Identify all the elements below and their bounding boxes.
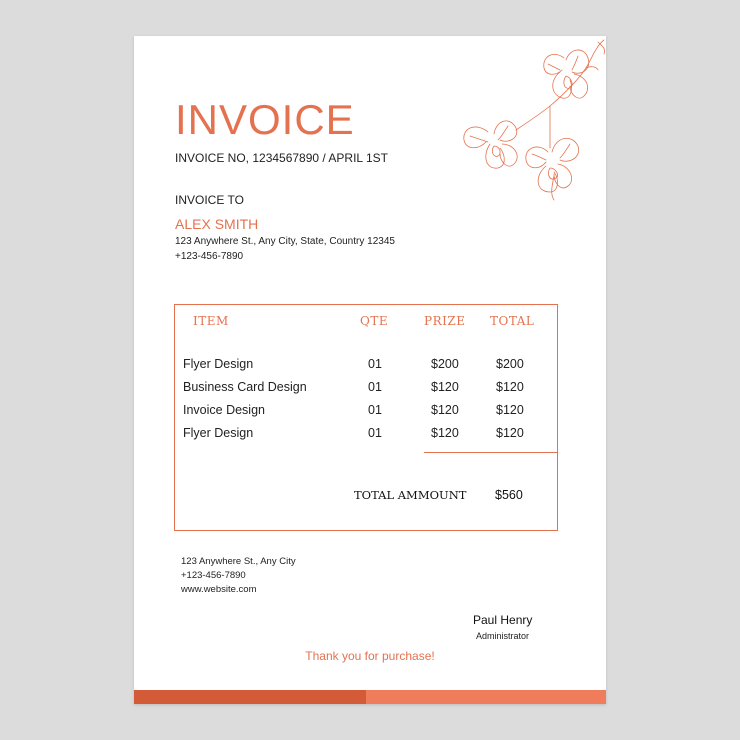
row-qte: 01 (368, 380, 382, 394)
row-qte: 01 (368, 426, 382, 440)
table-row (175, 426, 559, 444)
orchid-flower-icon (446, 36, 606, 206)
header-prize: PRIZE (424, 314, 466, 328)
table-row (175, 403, 559, 421)
client-address: 123 Anywhere St., Any City, State, Country 12345 (175, 236, 395, 247)
total-amount-value: $560 (495, 488, 523, 502)
total-divider (424, 452, 558, 453)
footer-address: 123 Anywhere St., Any City (181, 556, 296, 567)
row-item: Business Card Design (183, 380, 307, 394)
header-total: TOTAL (490, 314, 535, 328)
row-total: $200 (496, 357, 524, 371)
invoice-table (174, 304, 558, 531)
thank-you-note: Thank you for purchase! (305, 649, 435, 663)
table-row (175, 357, 559, 375)
footer-phone: +123-456-7890 (181, 570, 246, 581)
total-amount-label: TOTAL AMMOUNT (354, 488, 467, 502)
row-qte: 01 (368, 357, 382, 371)
client-phone: +123-456-7890 (175, 251, 244, 262)
client-name: ALEX SMITH (175, 216, 259, 232)
row-item: Invoice Design (183, 403, 265, 417)
row-total: $120 (496, 426, 524, 440)
row-item: Flyer Design (183, 357, 254, 371)
row-item: Flyer Design (183, 426, 254, 440)
row-prize: $120 (431, 426, 459, 440)
footer-bar-right (366, 690, 606, 704)
row-total: $120 (496, 403, 524, 417)
table-row (175, 380, 559, 398)
footer-website: www.website.com (181, 584, 257, 595)
signature-name: Paul Henry (473, 613, 533, 627)
row-prize: $200 (431, 357, 459, 371)
footer-bar-left (134, 690, 366, 704)
invoice-page (134, 36, 606, 704)
row-prize: $120 (431, 380, 459, 394)
invoice-to-label: INVOICE TO (175, 193, 244, 207)
invoice-number: INVOICE NO, 1234567890 / APRIL 1ST (175, 151, 388, 165)
row-prize: $120 (431, 403, 459, 417)
signature-role: Administrator (476, 631, 530, 641)
header-item: ITEM (193, 314, 229, 328)
row-total: $120 (496, 380, 524, 394)
invoice-title: INVOICE (175, 96, 355, 143)
row-qte: 01 (368, 403, 382, 417)
header-qte: QTE (360, 314, 389, 328)
